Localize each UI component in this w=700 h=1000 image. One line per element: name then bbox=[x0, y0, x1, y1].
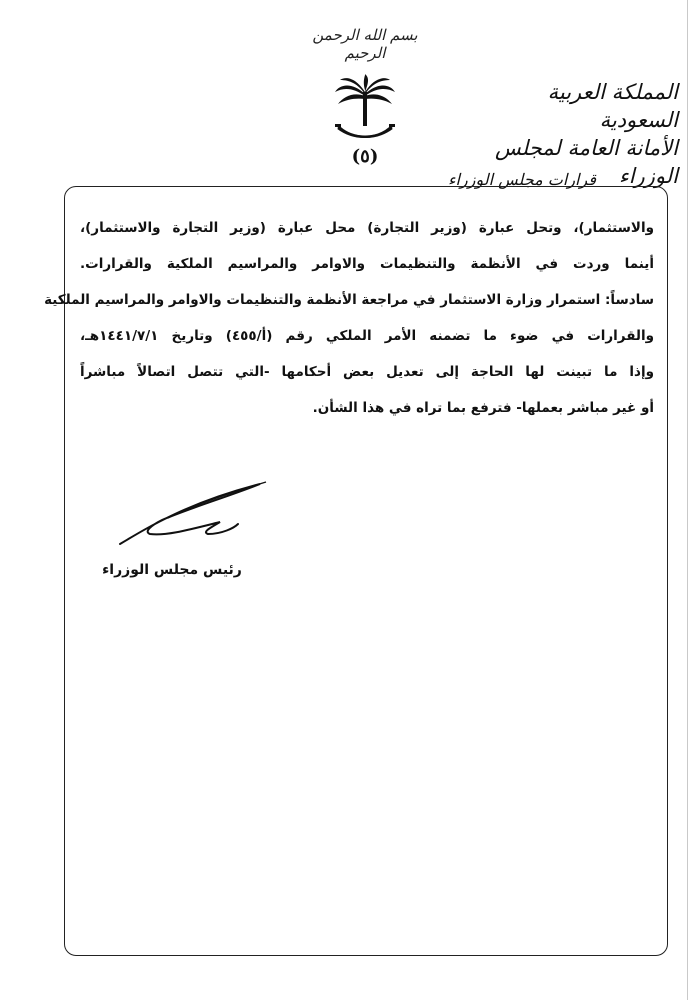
signatory-title: رئيس مجلس الوزراء bbox=[102, 562, 242, 578]
body-line: أينما وردت في الأنظمة والتنظيمات والاوامر والمراسيم الملكية والقرارات. bbox=[80, 256, 654, 272]
letterhead-secretariat: الأمانة العامة لمجلس الوزراء bbox=[494, 136, 678, 188]
body-line: أو غير مباشر بعملها- فترفع بما تراه في هذا الشأن. bbox=[312, 400, 654, 416]
body-line: والقرارات في ضوء ما تضمنه الأمر الملكي رقم (أ/٤٥٥) وتاريخ ١٤٤١/٧/١هـ، bbox=[80, 328, 655, 344]
palm-swords-emblem-icon bbox=[332, 74, 398, 146]
page-number: (٥) bbox=[351, 146, 379, 167]
page-edge bbox=[687, 0, 688, 1000]
body-text bbox=[44, 210, 655, 426]
letterhead bbox=[448, 78, 678, 190]
body-line: سادساً: استمرار وزارة الاستثمار في مراجعة الأنظمة والتنظيمات والاوامر والمراسيم الملكية bbox=[44, 292, 654, 308]
handwritten-signature-icon bbox=[110, 478, 280, 558]
basmala: بسم الله الرحمن الرحيم bbox=[312, 26, 418, 62]
body-line: وإذا ما تبينت لها الحاجة إلى تعديل بعض أحكامها -التي تتصل اتصالاً مباشراً bbox=[80, 364, 654, 380]
letterhead-decisions: قرارات مجلس الوزراء bbox=[436, 170, 608, 190]
body-line: والاستثمار)، وتحل عبارة (وزير التجارة) محل عبارة (وزير التجارة والاستثمار)، bbox=[80, 220, 654, 236]
letterhead-kingdom: المملكة العربية السعودية bbox=[547, 80, 678, 132]
